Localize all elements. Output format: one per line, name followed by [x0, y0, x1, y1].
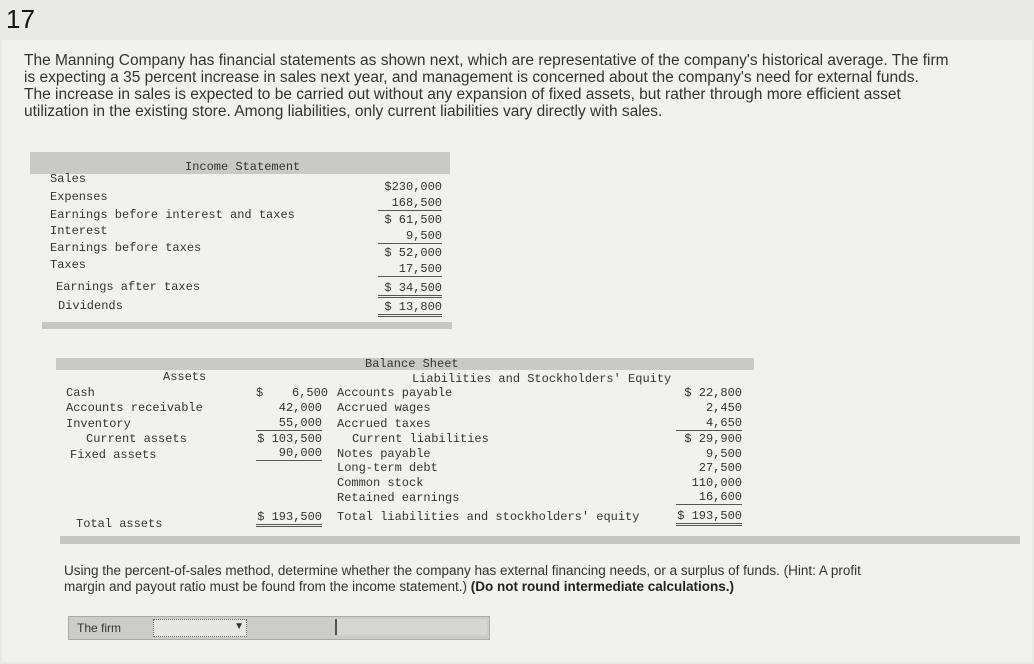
bs-value-total-assets: $ 193,500 [256, 510, 322, 527]
bs-value-cash: $ 6,500 [256, 386, 329, 400]
is-value-ebit: $ 61,500 [384, 213, 442, 227]
answer-select[interactable] [153, 619, 247, 637]
is-label-interest: Interest [50, 224, 108, 238]
instructions-rounding-note: (Do not round intermediate calculations.) [470, 579, 735, 594]
question-number: 17 [6, 4, 35, 34]
is-value-ebt: $ 52,000 [384, 246, 442, 260]
bs-label-accrued-wages: Accrued wages [337, 401, 431, 415]
income-statement-footer-bar [42, 322, 452, 329]
answer-input[interactable] [335, 619, 487, 635]
bs-value-accounts-payable: $ 22,800 [684, 386, 742, 400]
bs-label-total-liabilities-equity: Total liabilities and stockholders' equity [337, 510, 640, 524]
assets-header: Assets [163, 370, 207, 384]
problem-line: utilization in the existing store. Among liabilities, only current liabilities vary directly with sales. [24, 103, 663, 120]
instructions-line [64, 579, 1024, 595]
bs-label-accounts-payable: Accounts payable [337, 386, 453, 400]
bs-value-current-liabilities: $ 29,900 [684, 432, 742, 446]
bs-label-long-term-debt: Long-term debt [337, 461, 438, 475]
balance-sheet-title: Balance Sheet [365, 357, 459, 371]
problem-line: The Manning Company has financial statements as shown next, which are representative of the company's historical average. The firm [24, 52, 949, 69]
bs-value-accrued-wages: 2,450 [705, 401, 742, 415]
income-statement-title: Income Statement [185, 160, 301, 174]
bs-value-inventory: 55,000 [256, 416, 322, 431]
bs-value-long-term-debt: 27,500 [698, 461, 742, 475]
balance-sheet-footer-bar [60, 536, 1020, 544]
bs-value-accounts-receivable: 42,000 [278, 401, 322, 415]
is-value-dividends: $ 13,800 [378, 300, 442, 317]
bs-value-accrued-taxes: 4,650 [676, 416, 742, 431]
bs-label-total-assets: Total assets [76, 517, 163, 531]
is-value-interest: 9,500 [378, 229, 442, 244]
instructions [64, 563, 1024, 595]
bs-label-fixed-assets: Fixed assets [70, 448, 157, 462]
bs-label-common-stock: Common stock [337, 476, 424, 490]
instructions-hint: margin and payout ratio must be found from the income statement.) [64, 579, 467, 594]
bs-value-total-liabilities-equity: $ 193,500 [676, 509, 742, 526]
is-label-ebt: Earnings before taxes [50, 241, 202, 255]
liabilities-header: Liabilities and Stockholders' Equity [412, 372, 672, 386]
bs-value-current-assets: $ 103,500 [257, 432, 322, 446]
bs-label-accrued-taxes: Accrued taxes [337, 417, 431, 431]
is-value-taxes: 17,500 [378, 262, 442, 277]
answer-label: The firm [77, 621, 122, 635]
bs-value-common-stock: 110,000 [691, 476, 742, 490]
bs-value-retained-earnings: 16,600 [676, 490, 742, 505]
bs-label-current-liabilities: Current liabilities [352, 432, 489, 446]
problem-line: The increase in sales is expected to be carried out without any expansion of fixed assets, but rather through more efficient asset [24, 86, 901, 103]
bs-label-notes-payable: Notes payable [337, 447, 431, 461]
is-label-ebit: Earnings before interest and taxes [50, 208, 295, 222]
bs-value-notes-payable: 9,500 [705, 447, 742, 461]
is-value-expenses: 168,500 [378, 196, 442, 211]
bs-label-inventory: Inventory [66, 417, 131, 431]
is-value-sales: $230,000 [384, 180, 442, 194]
bs-label-current-assets: Current assets [86, 432, 187, 446]
problem-statement [24, 52, 1024, 120]
bs-value-fixed-assets: 90,000 [256, 446, 322, 461]
chevron-down-icon[interactable]: ▼ [234, 621, 244, 632]
is-label-dividends: Dividends [58, 299, 123, 313]
bs-label-accounts-receivable: Accounts receivable [66, 401, 203, 415]
is-label-taxes: Taxes [50, 258, 87, 272]
is-label-eat: Earnings after taxes [56, 280, 201, 294]
is-label-expenses: Expenses [50, 190, 108, 204]
bs-label-retained-earnings: Retained earnings [337, 491, 460, 505]
answer-row [68, 616, 490, 640]
problem-line: is expecting a 35 percent increase in sales next year, and management is concerned about the company's need for external funds. [24, 69, 919, 86]
is-label-sales: Sales [50, 172, 87, 186]
is-value-eat: $ 34,500 [378, 281, 442, 298]
bs-label-cash: Cash [66, 386, 95, 400]
instructions-line: Using the percent-of-sales method, determine whether the company has external financing needs, or a surplus of funds. (Hint: A profit [64, 563, 861, 578]
